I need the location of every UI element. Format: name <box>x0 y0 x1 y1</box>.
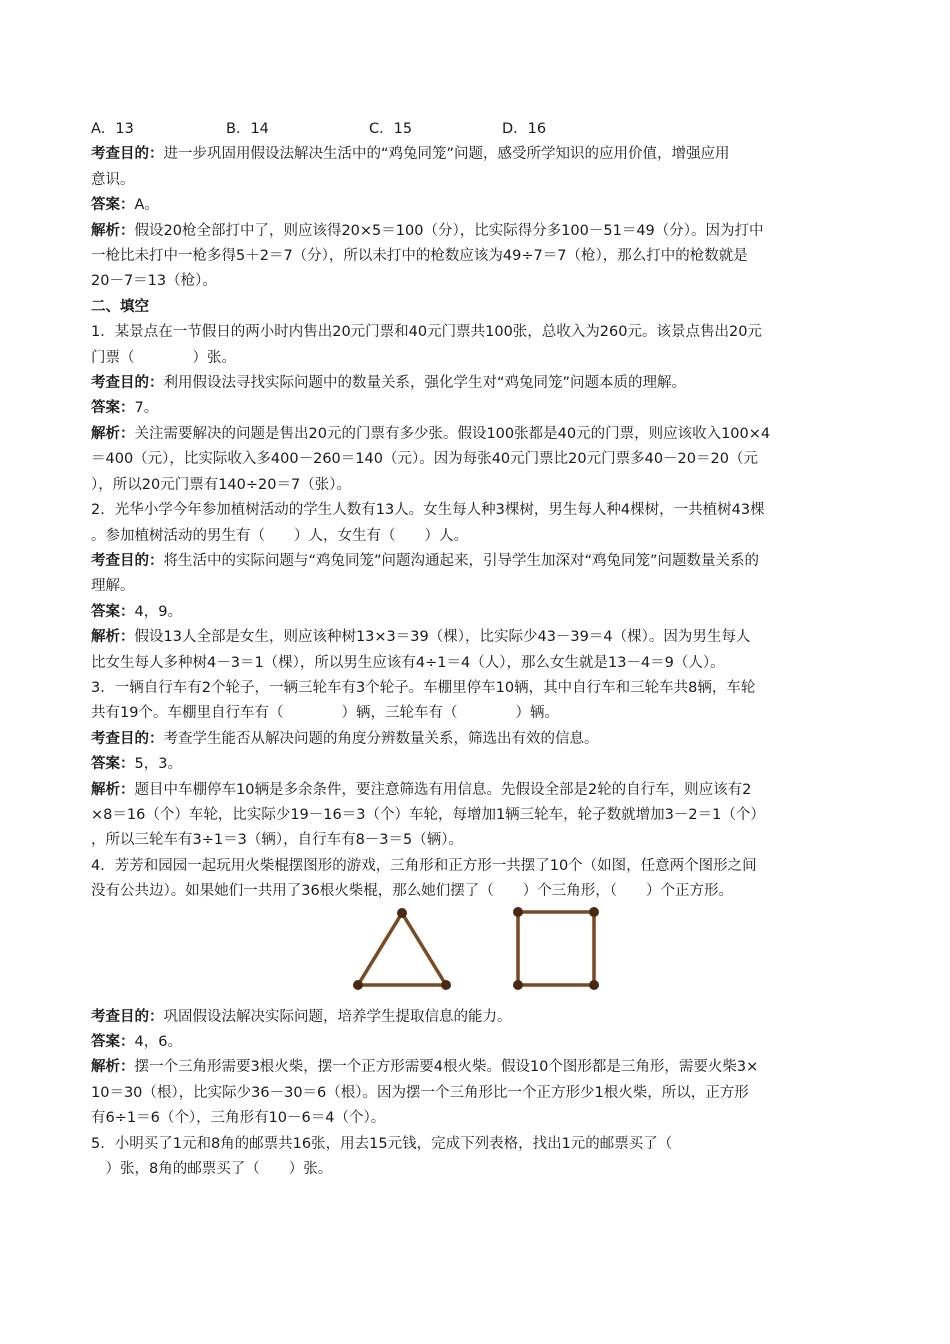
answer-label: 答案： <box>91 1034 135 1050</box>
question-text: 5．小明买了1元和8角的邮票共16张，用去15元钱，完成下列表格，找出1元的邮票买了（ <box>91 1135 673 1152</box>
analysis-text-cont: 20－7＝13（枪）。 <box>91 273 217 290</box>
purpose-text: 将生活中的实际问题与“鸡兔同笼”问题沟通起来，引导学生加深对“鸡兔同笼”问题数量关系的 <box>163 552 760 569</box>
analysis-line <box>91 219 866 244</box>
answer-text: 4，6。 <box>134 1034 182 1050</box>
match-stick <box>358 913 402 985</box>
purpose-line <box>91 1005 866 1030</box>
match-head <box>513 907 523 917</box>
option-d: D．16 <box>502 121 547 137</box>
analysis-label: 解析： <box>91 781 135 798</box>
analysis-line <box>91 422 866 447</box>
analysis-text-cont: ，所以三轮车有3÷1＝3（辆），自行车有8－3＝5（辆）。 <box>91 832 463 849</box>
analysis-text: 摆一个三角形需要3根火柴，摆一个正方形需要4根火柴。假设10个图形都是三角形，需要火柴3× <box>134 1059 759 1076</box>
analysis-line <box>91 625 866 650</box>
square-shape <box>513 907 599 990</box>
purpose-label: 考查目的： <box>91 552 164 569</box>
options-row <box>91 117 866 142</box>
match-head <box>353 980 363 990</box>
answer-label: 答案： <box>91 603 135 620</box>
section-title: 二、填空 <box>91 298 149 315</box>
analysis-text: 题目中车棚停车10辆是多余条件，要注意筛选有用信息。先假设全部是2轮的自行车，则应该有2 <box>134 781 752 798</box>
question-text: 3．一辆自行车有2个轮子，一辆三轮车有3个轮子。车棚里停车10辆，其中自行车和三轮车共8辆，车轮 <box>91 679 756 696</box>
exercise-page <box>91 117 866 1182</box>
answer-label: 答案： <box>91 400 135 417</box>
analysis-label: 解析： <box>91 425 135 442</box>
purpose-text: 进一步巩固用假设法解决生活中的“鸡兔同笼”问题，感受所学知识的应用价值，增强应用 <box>163 146 730 163</box>
purpose-text: 利用假设法寻找实际问题中的数量关系，强化学生对“鸡兔同笼”问题本质的理解。 <box>163 375 687 392</box>
analysis-line <box>91 1055 866 1080</box>
analysis-line <box>91 778 866 803</box>
analysis-text-cont: ×8＝16（个）车轮，比实际少19－16＝3（个）车轮，每增加1辆三轮车，轮子数就增加3－2＝1（个） <box>91 806 765 823</box>
option-a: A．13 <box>91 121 134 137</box>
answer-label: 答案： <box>91 197 135 214</box>
match-stick <box>402 913 446 985</box>
question-text: 4．芳芳和园园一起玩用火柴棍摆图形的游戏，三角形和正方形一共摆了10个（如图，任意两个图形之间 <box>91 857 757 874</box>
answer-text: 5，3。 <box>134 756 182 773</box>
analysis-text-cont: 一枪比未打中一枪多得5＋2＝7（分），所以未打中的枪数应该为49÷7＝7（枪），那么打中的枪数就是 <box>91 248 748 265</box>
purpose-line <box>91 371 866 396</box>
match-head <box>589 980 599 990</box>
answer-line <box>91 1030 866 1055</box>
question-text-cont: 没有公共边）。如果她们一共用了36根火柴棍，那么她们摆了（ ）个三角形，（ ）个正方形。 <box>91 883 733 900</box>
answer-line <box>91 752 866 777</box>
matchstick-shapes <box>91 905 866 1005</box>
purpose-label: 考查目的： <box>91 730 164 747</box>
analysis-text: 假设13人全部是女生，则应该种树13×3＝39（棵），比实际少43－39＝4（棵）。因为男生每人 <box>134 629 751 646</box>
answer-line <box>91 193 866 218</box>
match-head <box>441 980 451 990</box>
question-text: 2．光华小学今年参加植树活动的学生人数有13人。女生每人种3棵树，男生每人种4棵树，一共植树43棵 <box>91 502 765 519</box>
match-head <box>589 907 599 917</box>
purpose-text: 考查学生能否从解决问题的角度分辨数量关系，筛选出有效的信息。 <box>163 730 599 747</box>
triangle-shape <box>353 908 451 990</box>
answer-label: 答案： <box>91 756 135 773</box>
analysis-text-cont: 比女生每人多种树4－3＝1（棵），所以男生应该有4÷1＝4（人），那么女生就是13－4＝9（人）。 <box>91 654 725 671</box>
purpose-line <box>91 142 866 167</box>
purpose-line <box>91 727 866 752</box>
analysis-text: 关注需要解决的问题是售出20元的门票有多少张。假设100张都是40元的门票，则应该收入100×4 <box>134 425 771 442</box>
question-text-cont: 门票（ ）张。 <box>91 349 236 366</box>
analysis-text-cont: ），所以20元门票有140÷20＝7（张）。 <box>91 476 351 493</box>
option-c: C．15 <box>369 121 413 137</box>
purpose-text-cont: 意识。 <box>91 171 135 188</box>
answer-text: 4，9。 <box>134 603 182 620</box>
analysis-label: 解析： <box>91 222 135 239</box>
analysis-text-cont: 10＝30（根），比实际少36－30＝6（根）。因为摆一个三角形比一个正方形少1根火柴，所以，正方形 <box>91 1084 749 1101</box>
matchstick-figure <box>91 905 866 1005</box>
purpose-label: 考查目的： <box>91 1008 164 1025</box>
analysis-text-cont: 有6÷1＝6（个），三角形有10－6＝4（个）。 <box>91 1110 386 1127</box>
purpose-label: 考查目的： <box>91 375 164 392</box>
analysis-text-cont: ＝400（元），比实际收入多400－260＝140（元）。因为每张40元门票比20元门票多40－20＝20（元 <box>91 451 758 468</box>
match-head <box>513 980 523 990</box>
question-text-cont: 。参加植树活动的男生有（ ）人，女生有（ ）人。 <box>91 527 468 544</box>
answer-line <box>91 600 866 625</box>
analysis-label: 解析： <box>91 1059 135 1076</box>
purpose-label: 考查目的： <box>91 146 164 163</box>
question-text-cont: 共有19个。车棚里自行车有（ ）辆，三轮车有（ ）辆。 <box>91 705 559 722</box>
purpose-line <box>91 549 866 574</box>
answer-line <box>91 396 866 421</box>
answer-text: 7。 <box>134 400 159 417</box>
purpose-text-cont: 理解。 <box>91 578 135 595</box>
purpose-text: 巩固假设法解决实际问题，培养学生提取信息的能力。 <box>163 1008 512 1025</box>
analysis-text: 假设20枪全部打中了，则应该得20×5＝100（分），比实际得分多100－51＝49（分）。因为打中 <box>134 222 764 239</box>
option-b: B．14 <box>226 121 269 137</box>
match-head <box>397 908 407 918</box>
question-text: 1．某景点在一节假日的两小时内售出20元门票和40元门票共100张，总收入为260元。该景点售出20元 <box>91 324 762 341</box>
analysis-label: 解析： <box>91 629 135 646</box>
question-text-cont: ）张，8角的邮票买了（ ）张。 <box>91 1161 333 1178</box>
answer-text: A。 <box>134 197 159 214</box>
